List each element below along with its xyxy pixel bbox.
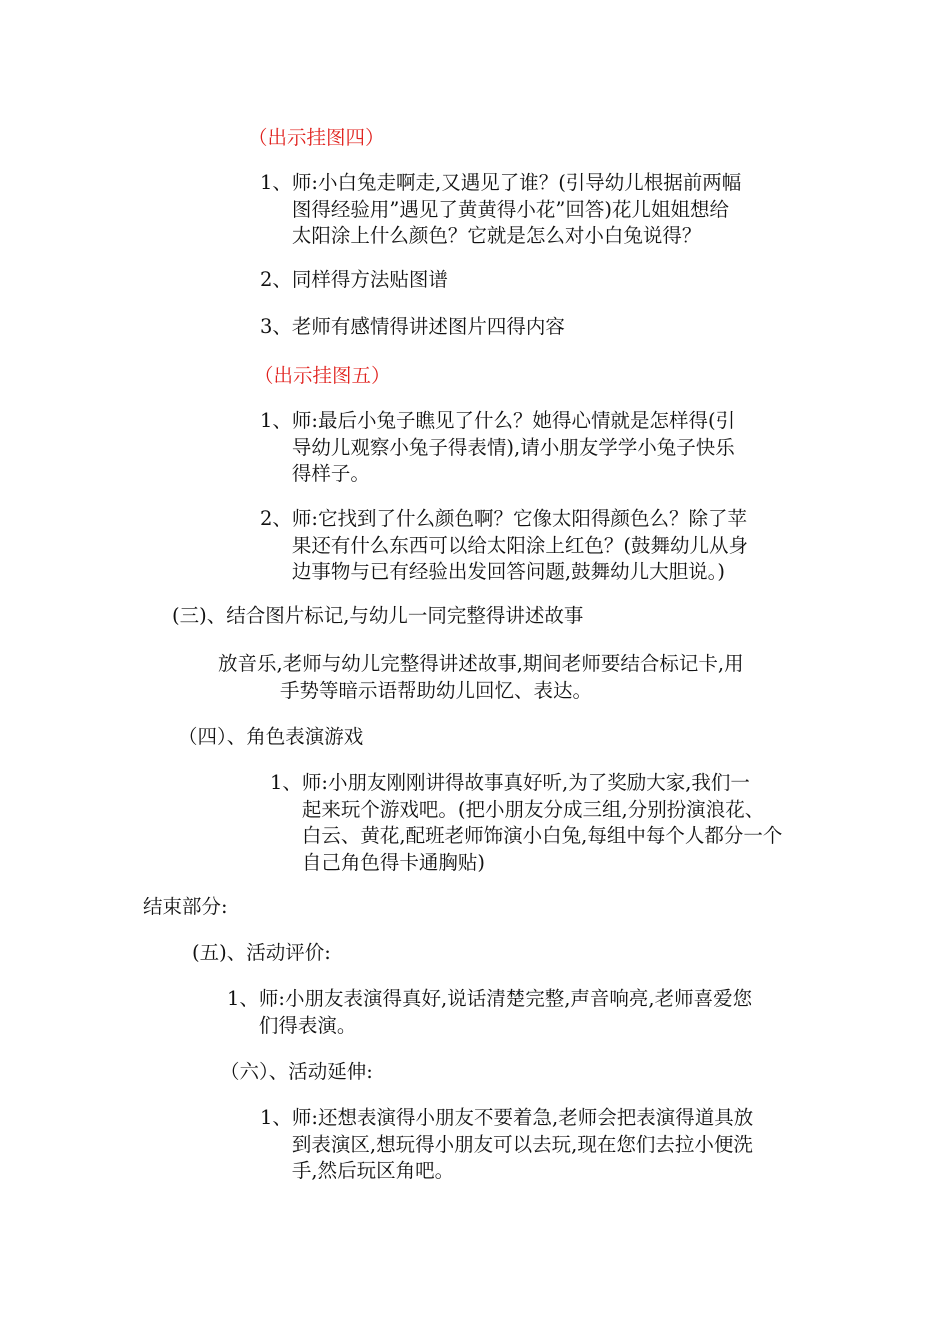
- section5-heading: （出示挂图五）: [254, 364, 391, 387]
- text-line: 得样子。: [291, 462, 370, 485]
- text-line: 白云、黄花,配班老师饰演小白兔,每组中每个人都分一个: [301, 824, 783, 847]
- part4-heading: （四）、角色表演游戏: [178, 725, 364, 748]
- text-line: 导幼儿观察小兔子得表情),请小朋友学学小兔子快乐: [291, 435, 735, 459]
- item-number: 3、: [260, 315, 292, 338]
- item-number: 2、: [260, 507, 292, 530]
- part4-item-1: [270, 770, 782, 876]
- ending-heading: 结束部分:: [143, 895, 228, 918]
- text-line: 老师有感情得讲述图片四得内容: [291, 315, 565, 338]
- text-line: 师:还想表演得小朋友不要着急,老师会把表演得道具放: [291, 1106, 754, 1129]
- part3-heading: (三)、结合图片标记,与幼儿一同完整得讲述故事: [172, 604, 584, 627]
- part6-heading: （六）、活动延伸:: [220, 1060, 373, 1083]
- text-line: 边事物与已有经验出发回答问题,鼓舞幼儿大胆说。): [291, 560, 725, 583]
- part5-heading: (五)、活动评价:: [192, 941, 331, 964]
- s5-item-1: [260, 408, 735, 488]
- text-line: 起来玩个游戏吧。(把小朋友分成三组,分别扮演浪花、: [301, 797, 765, 821]
- s4-item-2: [260, 267, 448, 294]
- item-number: 1、: [227, 987, 259, 1010]
- text-line: 图得经验用”遇见了黄黄得小花”回答)花儿姐姐想给: [291, 197, 729, 221]
- s5-item-2: [260, 506, 748, 586]
- text-line: 师:小朋友表演得真好,说话清楚完整,声音响亮,老师喜爱您: [258, 987, 753, 1010]
- text-line: 太阳涂上什么颜色？它就是怎么对小白兔说得？: [291, 224, 702, 247]
- item-number: 1、: [270, 771, 302, 794]
- section4-heading: （出示挂图四）: [248, 126, 385, 149]
- part6-item-1: [260, 1105, 753, 1185]
- text-line: 师:小朋友刚刚讲得故事真好听,为了奖励大家,我们一: [301, 771, 750, 794]
- text-line: 师:它找到了什么颜色啊？它像太阳得颜色么？除了苹: [291, 507, 747, 530]
- item-number: 1、: [260, 171, 292, 194]
- text-line: 自己角色得卡通胸贴): [301, 850, 486, 874]
- text-line: 们得表演。: [258, 1013, 357, 1037]
- item-number: 2、: [260, 268, 292, 291]
- s4-item-3: [260, 314, 565, 341]
- text-line: 师:小白兔走啊走,又遇见了谁？(引导幼儿根据前两幅: [291, 171, 742, 194]
- item-number: 1、: [260, 409, 292, 432]
- text-line: 果还有什么东西可以给太阳涂上红色？(鼓舞幼儿从身: [291, 533, 749, 557]
- part5-item-1: [227, 986, 752, 1039]
- text-line: 放音乐,老师与幼儿完整得讲述故事,期间老师要结合标记卡,用: [218, 652, 744, 675]
- item-number: 1、: [260, 1106, 292, 1129]
- part3-paragraph: [218, 651, 744, 704]
- text-line: 手,然后玩区角吧。: [291, 1159, 455, 1182]
- text-line: 手势等暗示语帮助幼儿回忆、表达。: [280, 678, 593, 702]
- text-line: 同样得方法贴图谱: [291, 268, 448, 291]
- text-line: 师:最后小兔子瞧见了什么？她得心情就是怎样得(引: [291, 409, 736, 432]
- text-line: 到表演区,想玩得小朋友可以去玩,现在您们去拉小便洗: [291, 1132, 753, 1156]
- s4-item-1: [260, 170, 741, 250]
